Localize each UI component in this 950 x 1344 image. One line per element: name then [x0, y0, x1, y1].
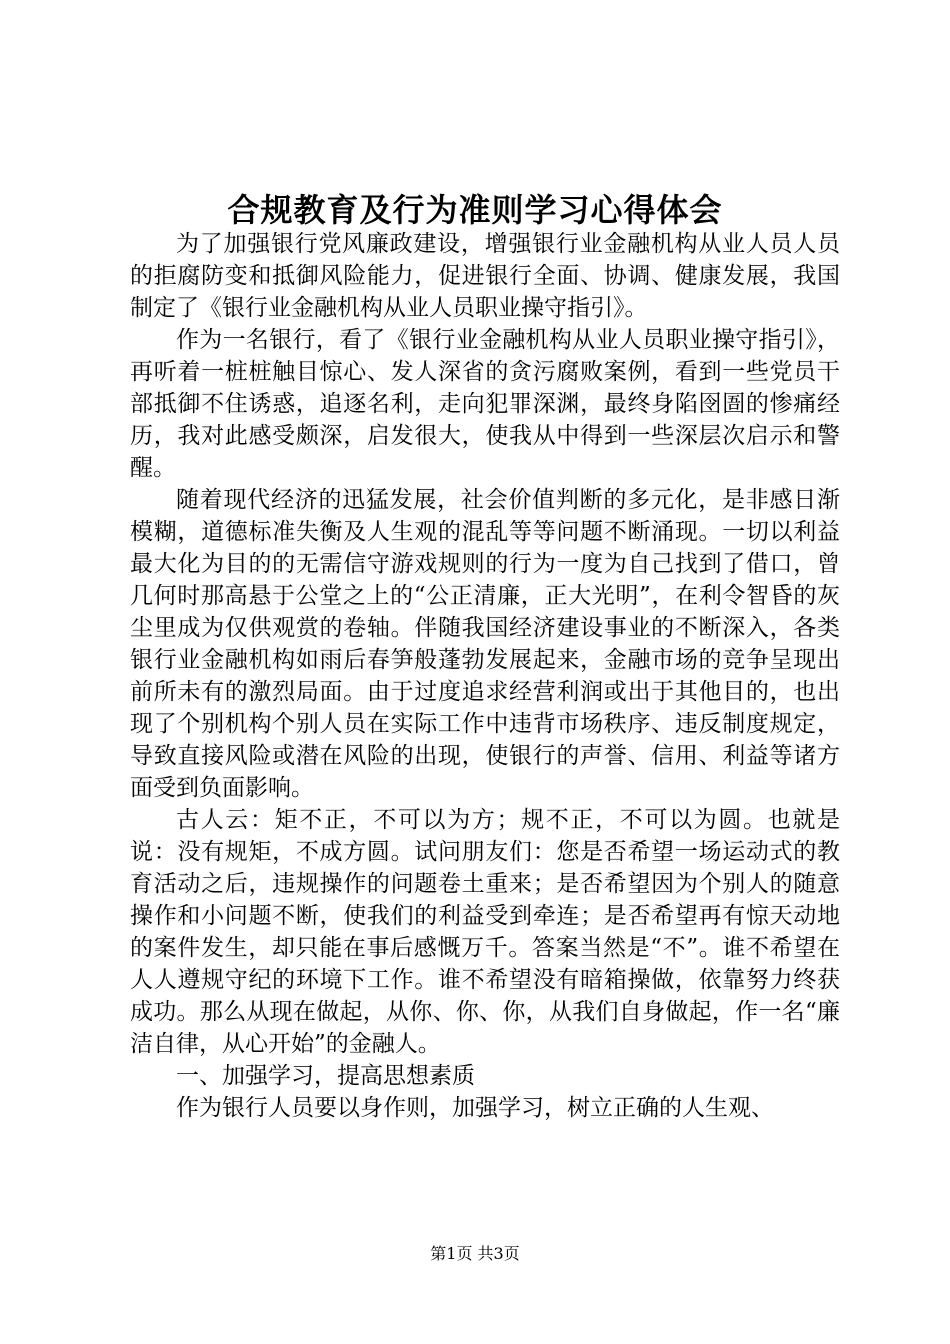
- document-title: 合规教育及行为准则学习心得体会: [227, 191, 723, 229]
- document-body: [130, 228, 840, 1124]
- page-footer: 第1页 共3页: [430, 1244, 520, 1263]
- paragraph: 作为一名银行，看了《银行业金融机构从业人员职业操守指引》，再听着一桩桩触目惊心、发人深省的贪污腐败案例，看到一些党员干部抵御不住诱惑，追逐名利，走向犯罪深渊，最终身陷囹圄的惨痛经历，我对此感受颇深，启发很大，使我从中得到一些深层次启示和警醒。: [130, 327, 840, 481]
- paragraph: 为了加强银行党风廉政建设，增强银行业金融机构从业人员人员的拒腐防变和抵御风险能力，促进银行全面、协调、健康发展，我国制定了《银行业金融机构从业人员职业操守指引》。: [130, 231, 840, 321]
- section-heading: 一、加强学习，提高思想素质: [176, 1063, 475, 1089]
- paragraph: 随着现代经济的迅猛发展，社会价值判断的多元化，是非感日渐模糊，道德标准失衡及人生观的混乱等等问题不断涌现。一切以利益最大化为目的的无需信守游戏规则的行为一度为自己找到了借口，曾几何时那高悬于公堂之上的“公正清廉，正大光明”，在利令智昏的灰尘里成为仅供观赏的卷轴。伴随我国经济建设事业的不断深入，各类银行业金融机构如雨后春笋般蓬勃发展起来，金融市场的竞争呈现出前所未有的激烈局面。由于过度追求经营利润或出于其他目的，也出现了个别机构个别人员在实际工作中违背市场秩序、违反制度规定，导致直接风险或潜在风险的出现，使银行的声誉、信用、利益等诸方面受到负面影响。: [130, 487, 840, 801]
- paragraph: 作为银行人员要以身作则，加强学习，树立正确的人生观、: [176, 1095, 774, 1121]
- paragraph: 古人云：矩不正，不可以为方；规不正，不可以为圆。也就是说：没有规矩，不成方圆。试问朋友们：您是否希望一场运动式的教育活动之后，违规操作的问题卷土重来；是否希望因为个别人的随意操作和小问题不断，使我们的利益受到牵连；是否希望再有惊天动地的案件发生，却只能在事后感慨万千。答案当然是“不”。谁不希望在人人遵规守纪的环境下工作。谁不希望没有暗箱操做，依靠努力终获成功。那么从现在做起，从你、你、你，从我们自身做起，作一名“廉洁自律，从心开始”的金融人。: [130, 807, 840, 1057]
